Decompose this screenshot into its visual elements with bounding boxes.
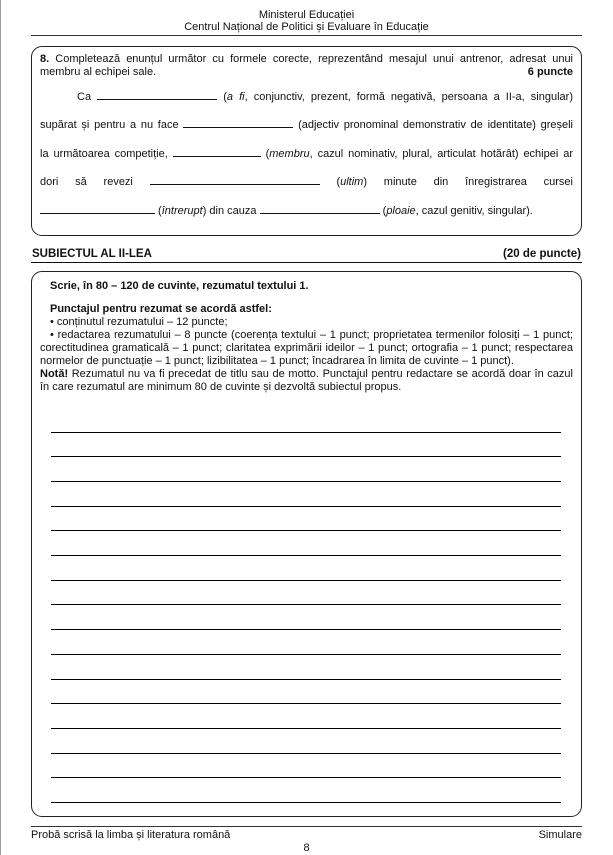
- task-instruction: Scrie, în 80 – 120 de cuvinte, rezumatul textului 1.: [50, 279, 309, 292]
- answer-line: [51, 531, 561, 556]
- fill-line-1: Ca (a fi, conjunctiv, prezent, formă negativă, persoana a II-a, singular): [40, 83, 573, 111]
- scoring-block: [40, 303, 573, 394]
- answer-blank: [150, 173, 320, 185]
- answer-line: [51, 680, 561, 705]
- subject2-points: (20 de puncte): [503, 247, 581, 260]
- answer-blank: [183, 116, 293, 128]
- fill-line-2: supărat și pentru a nu face (adjectiv pronominal demonstrativ de identitate) greșeli: [40, 111, 573, 139]
- italic-term: ultim: [340, 176, 364, 189]
- italic-term: ploaie: [386, 204, 416, 217]
- question8-number: 8.: [40, 53, 56, 65]
- answer-blank: [173, 145, 261, 157]
- header-rule: [31, 35, 582, 36]
- scoring-item-redaction: • redactarea rezumatului – 8 puncte (coerența textului – 1 punct; proprietatea termenilor folosiți – 1 punct; corectitudinea gramaticală – 1 punct; claritatea exprimării ideilor – 1 punct; ortografia – 1 punct; respectarea normelor de punctuație – 1 punct; lizibilitatea – 1 punct; încadrarea în limita de cuvinte – 1 punct).: [40, 328, 573, 367]
- answer-line: [51, 556, 561, 581]
- note-label: Notă!: [40, 367, 69, 380]
- scoring-title: Punctajul pentru rezumat se acordă astfel:: [50, 302, 272, 315]
- footer-simulation-label: Simulare: [538, 828, 582, 841]
- italic-term: a fi: [226, 91, 245, 103]
- question8-box: [31, 46, 582, 236]
- answer-line: [51, 581, 561, 606]
- question8-statement-line1: 8. Completează enunțul următor cu formele corecte, reprezentând mesajul unui antrenor, adresat unui: [40, 53, 573, 65]
- answer-line: [51, 778, 561, 803]
- question8-points: 6 puncte: [527, 66, 573, 78]
- answer-line: [51, 729, 561, 754]
- answer-line: [51, 630, 561, 655]
- answer-line: [51, 457, 561, 482]
- italic-term: întrerupt: [161, 204, 203, 217]
- page-number: 8: [303, 841, 310, 854]
- question8-fill-lines: [40, 83, 573, 225]
- answer-line: [51, 655, 561, 680]
- document-header: [31, 0, 582, 33]
- question8-statement-end: membru al echipei sale.: [40, 66, 157, 78]
- footer: [31, 827, 582, 841]
- answer-line: [51, 754, 561, 779]
- answer-line: [51, 408, 561, 433]
- answer-blank: [40, 202, 155, 214]
- answer-line: [51, 704, 561, 729]
- fill-line-3: la următoarea competiție, (membru, cazul nominativ, plural, articulat hotărât) echipei ar: [40, 140, 573, 168]
- answer-lines: [51, 408, 561, 803]
- answer-line: [51, 482, 561, 507]
- answer-blank: [97, 88, 217, 100]
- italic-term: membru: [269, 147, 310, 160]
- header-ministry: Ministerul Educației: [258, 9, 355, 21]
- fill-line-4: dori să revezi (ultim) minute din înregistrarea cursei: [40, 168, 573, 196]
- subject2-heading-row: [31, 248, 582, 263]
- note-paragraph: Notă! Rezumatul nu va fi precedat de titlu sau de motto. Punctajul pentru redactare se acordă doar în cazul în care rezumatul are minimum 80 de cuvinte și dezvoltă subiectul propus.: [40, 367, 573, 393]
- scoring-item-content: • conținutul rezumatului – 12 puncte;: [50, 315, 228, 328]
- answer-line: [51, 507, 561, 532]
- answer-line: [51, 433, 561, 458]
- fill-line-5: (întrerupt) din cauza (ploaie, cazul genitiv, singular).: [40, 197, 573, 225]
- subject2-title: SUBIECTUL AL II-LEA: [32, 247, 152, 260]
- footer-exam-name: Probă scrisă la limba și literatura română: [31, 828, 231, 841]
- header-center: Centrul Național de Politici și Evaluare în Educație: [184, 21, 429, 33]
- answer-line: [51, 605, 561, 630]
- subject2-answer-box: [31, 271, 582, 817]
- answer-blank: [260, 202, 380, 214]
- question8-statement-line2: [40, 66, 573, 79]
